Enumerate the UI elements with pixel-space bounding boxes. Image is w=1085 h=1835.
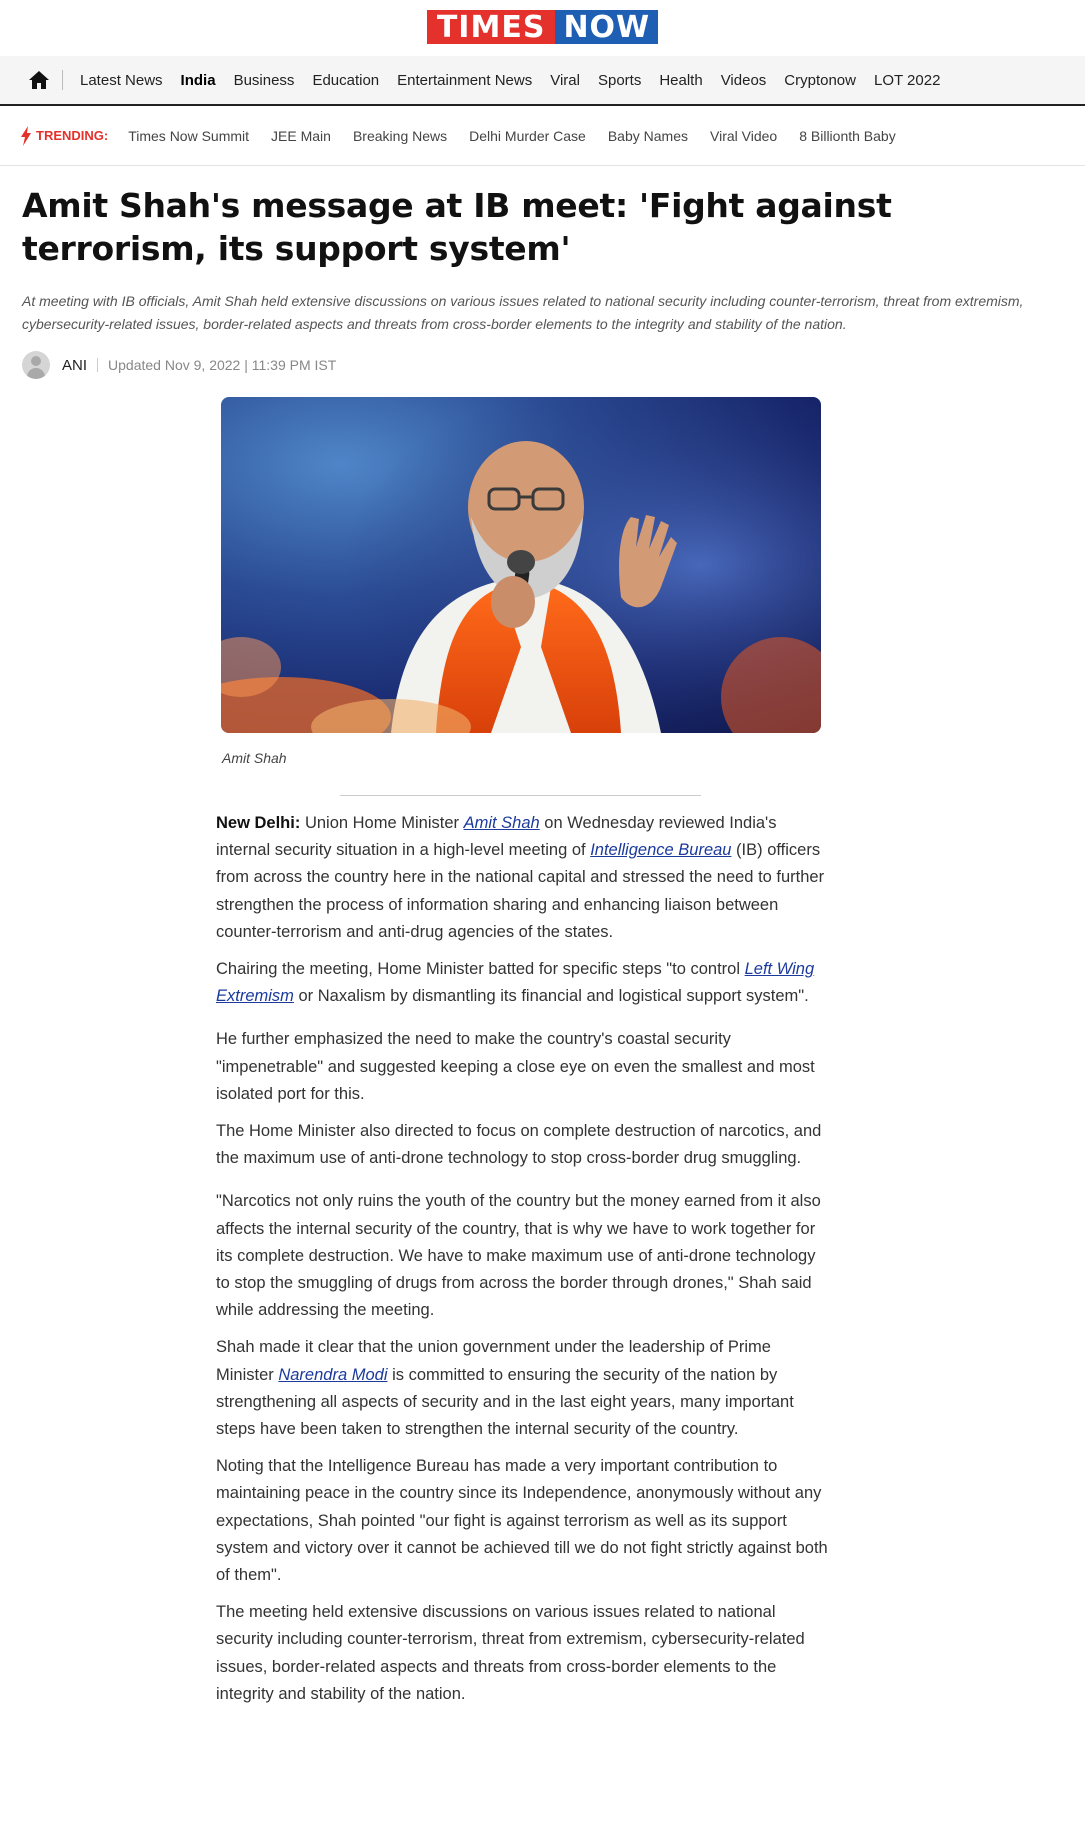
nav-item-lot-2022[interactable]: LOT 2022 [873, 71, 941, 89]
paragraph-text: Shah made it clear that the union government under the leadership of Prime Minister [216, 1338, 771, 1384]
nav-item-business[interactable]: Business [233, 71, 295, 89]
lightning-icon [20, 126, 32, 146]
trending-item-viral-video[interactable]: Viral Video [710, 127, 778, 144]
byline [22, 350, 1085, 380]
nav-item-sports[interactable]: Sports [597, 71, 642, 89]
trending-item-delhi-murder-case[interactable]: Delhi Murder Case [469, 127, 586, 144]
article-paragraph-2 [216, 956, 832, 1010]
article-summary: At meeting with IB officials, Amit Shah held extensive discussions on various issues related to national security including counter-terrorism, threat from extremism, cybersecurity-related issues, border-related aspects and threats from cross-border elements to the integrity and stability of the nation. [22, 293, 1024, 332]
article-paragraph-6 [216, 1334, 832, 1443]
nav-item-videos[interactable]: Videos [720, 71, 767, 89]
trending-item-baby-names[interactable]: Baby Names [607, 127, 688, 144]
link-amit-shah[interactable]: Amit Shah [463, 814, 540, 832]
nav-item-viral[interactable]: Viral [550, 71, 580, 89]
link-intelligence-bureau[interactable]: Intelligence Bureau [590, 841, 732, 860]
trending-label: TRENDING: [36, 128, 109, 143]
updated-timestamp: Updated Nov 9, 2022 | 11:39 PM IST [108, 357, 337, 373]
paragraph-text: (IB) officers from across the country here in the national capital and stressed the need to further strengthen the process of information sharing and enhancing liaison between counter-terrorism and anti-drug agencies of the states. [216, 841, 825, 941]
article-paragraph-5: "Narcotics not only ruins the youth of the country but the money earned from it also affects the internal security of the country, that is why we have to work together for its complete destruction. We have to make maximum use of anti-drone technology to stop the smuggling of drugs from across the border through drones," Shah said while addressing the meeting. [216, 1192, 821, 1320]
nav-divider [62, 70, 63, 90]
home-icon[interactable] [28, 69, 50, 91]
dateline: New Delhi: [216, 814, 301, 832]
nav-item-latest-news[interactable]: Latest News [80, 71, 163, 89]
article-paragraph-3: He further emphasized the need to make the country's coastal security "impenetrable" and suggested keeping a close eye on even the smallest and most isolated port for this. [216, 1030, 815, 1103]
nav-item-entertainment-news[interactable]: Entertainment News [397, 71, 533, 89]
nav-item-education[interactable]: Education [312, 71, 380, 89]
trending-item-breaking-news[interactable]: Breaking News [352, 127, 448, 144]
nav-item-india[interactable]: India [180, 71, 216, 89]
paragraph-text: Union Home Minister [300, 814, 464, 832]
trending-bar [0, 106, 1085, 166]
logo-times: TIMES [427, 10, 556, 44]
article-body [216, 810, 832, 1718]
logo-now: NOW [555, 10, 658, 44]
article-paragraph-7: Noting that the Intelligence Bureau has made a very important contribution to maintaining peace in the country since its Independence, anonymously without any expectations, Shah pointed "our fight is against terrorism as well as its support system and victory over it cannot be achieved till we do not fight strictly against both of them". [216, 1457, 828, 1585]
article-paragraph-1 [216, 810, 832, 946]
image-caption: Amit Shah [222, 750, 287, 766]
article-paragraph-8: The meeting held extensive discussions on various issues related to national security including counter-terrorism, threat from extremism, cybersecurity-related issues, border-related aspects and threats from cross-border elements to the integrity and stability of the nation. [216, 1603, 805, 1703]
trending-item-8-billionth-baby[interactable]: 8 Billionth Baby [799, 127, 896, 144]
nav-item-cryptonow[interactable]: Cryptonow [784, 71, 856, 89]
nav-item-health[interactable]: Health [659, 71, 703, 89]
article-headline: Amit Shah's message at IB meet: 'Fight against terrorism, its support system' [22, 186, 892, 268]
caption-divider [340, 795, 701, 796]
article-hero-image [221, 397, 821, 733]
trending-item-times-now-summit[interactable]: Times Now Summit [128, 127, 250, 144]
site-header [0, 0, 1085, 56]
author-avatar [22, 351, 50, 379]
trending-item-jee-main[interactable]: JEE Main [271, 127, 331, 144]
article-paragraph-4: The Home Minister also directed to focus on complete destruction of narcotics, and the maximum use of anti-drone technology to stop cross-border drug smuggling. [216, 1122, 822, 1168]
link-left-wing-extremism[interactable]: Left Wing Extremism [216, 960, 815, 1006]
main-nav [0, 56, 1085, 106]
author-name[interactable]: ANI [62, 356, 88, 374]
paragraph-text: Chairing the meeting, Home Minister batted for specific steps "to control [216, 960, 745, 979]
link-narendra-modi[interactable]: Narendra Modi [278, 1365, 388, 1384]
paragraph-text: on Wednesday reviewed India's internal security situation in a high-level meeting of [216, 814, 777, 860]
paragraph-text: or Naxalism by dismantling its financial and logistical support system". [293, 987, 809, 1006]
timesnow-logo[interactable] [427, 10, 658, 44]
paragraph-text: is committed to ensuring the security of the nation by strengthening all aspects of security and in the last eight years, many important steps have been taken to strengthen the internal security of the country. [216, 1365, 794, 1439]
byline-divider [97, 358, 98, 372]
